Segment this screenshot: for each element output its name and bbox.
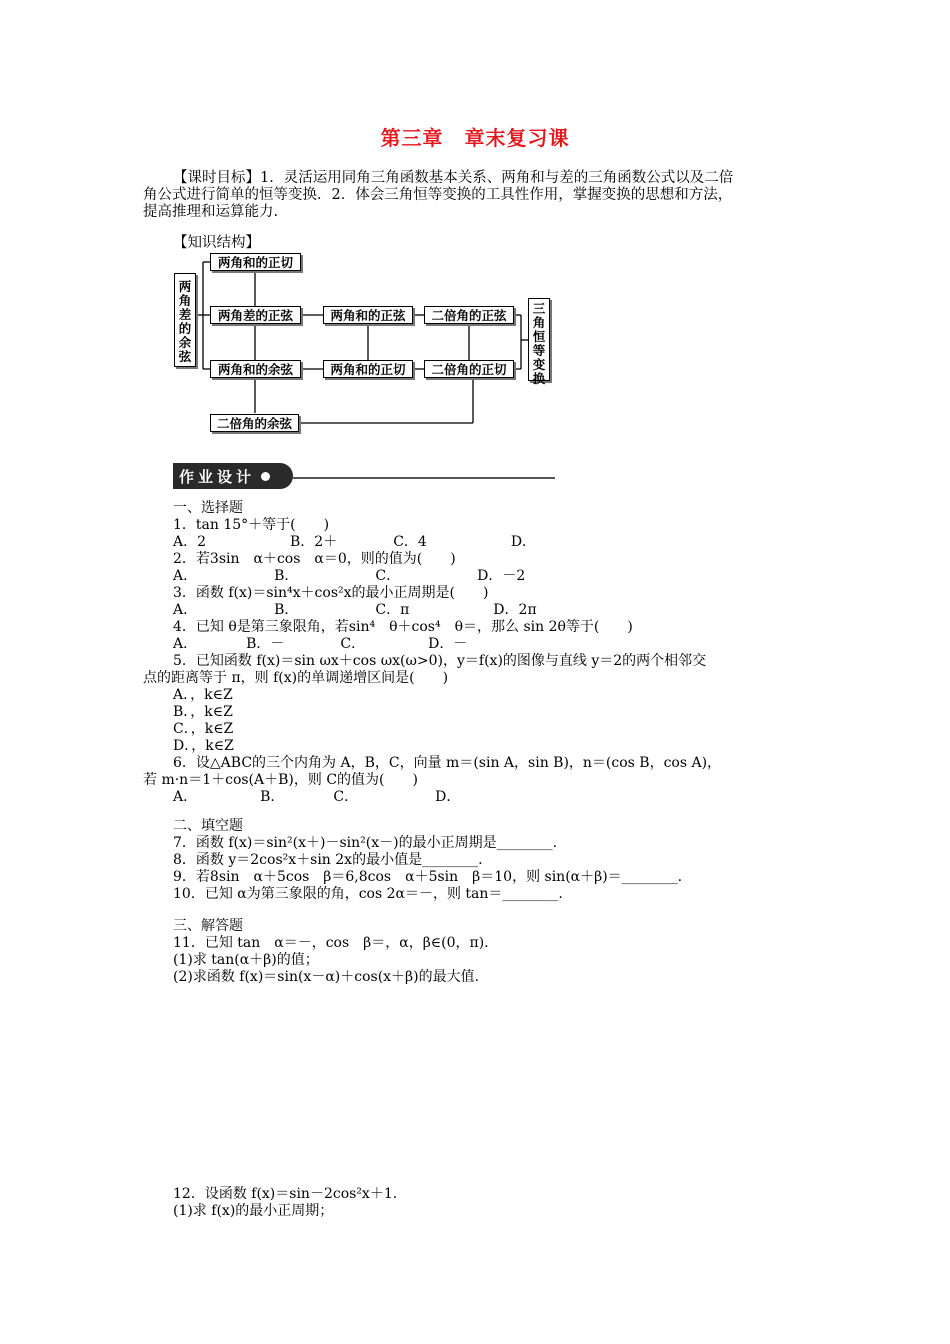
objective-line-1: 【课时目标】1．灵活运用同角三角函数基本关系、两角和与差的三角函数公式以及二倍 [173, 170, 734, 186]
structure-label: 【知识结构】 [173, 235, 260, 251]
question-line: A． B． C．π D．2π [173, 602, 537, 618]
question-line: 7．函数 f(x)＝sin²(x＋)－sin²(x－)的最小正周期是________. [173, 835, 558, 851]
question-line: 3．函数 f(x)＝sin⁴x＋cos²x的最小正周期是( ) [173, 585, 489, 601]
homework-banner [173, 463, 293, 489]
page-title: 第三章 章末复习课 [380, 126, 570, 150]
question-line: 若 m·n＝1＋cos(A＋B)，则 C的值为( ) [143, 772, 418, 788]
question-line: A．，k∈Z [173, 687, 233, 703]
question-line: A． B． C． D． [173, 789, 461, 805]
question-line: 点的距离等于 π，则 f(x)的单调递增区间是( ) [143, 670, 449, 686]
section-solve: 三、解答题 [173, 918, 243, 934]
question-line: (2)求函数 f(x)＝sin(x－α)＋cos(x＋β)的最大值. [173, 969, 480, 985]
question-line: B．，k∈Z [173, 704, 233, 720]
banner-dot-icon [261, 472, 270, 481]
banner-rule [293, 477, 555, 479]
section-fill: 二、填空题 [173, 818, 243, 834]
trig-identity-box: 三 角 恒 等 变 换 [528, 298, 550, 381]
box-sum-tan: 两角和的正切 [210, 253, 301, 271]
question-line: 8．函数 y＝2cos²x＋sin 2x的最小值是________. [173, 852, 483, 868]
question-line: 1．tan 15°＋等于( ) [173, 517, 330, 533]
box-double-cos: 二倍角的余弦 [210, 414, 299, 432]
box-double-tan: 二倍角的正切 [424, 360, 514, 378]
question-line: 6．设△ABC的三个内角为 A，B，C，向量 m＝(sin A，sin B)，n＝(cos B，cos A)， [173, 755, 722, 771]
question-line: (1)求 f(x)的最小正周期； [173, 1203, 334, 1219]
question-line: 11．已知 tan α＝－，cos β＝，α，β∈(0，π)． [173, 935, 499, 951]
objective-label: 【课时目标】 [173, 170, 260, 186]
question-line: A． B．－ C． D．－ [173, 636, 468, 652]
question-line: 2．若3sin α＋cos α＝0，则的值为( ) [173, 551, 456, 567]
section-choice: 一、选择题 [173, 500, 243, 516]
objective-line-3: 提高推理和运算能力. [143, 204, 279, 220]
question-line: (1)求 tan(α＋β)的值； [173, 952, 319, 968]
box-double-sin: 二倍角的正弦 [424, 306, 514, 324]
question-line: 9．若8sin α＋5cos β＝6,8cos α＋5sin β＝10，则 sin(α＋β)＝________. [173, 869, 683, 885]
box-sum-tan-2: 两角和的正切 [323, 360, 413, 378]
question-line: A． B． C． D．－2 [173, 568, 526, 584]
question-line: 4．已知 θ是第三象限角，若sin⁴ θ＋cos⁴ θ＝，那么 sin 2θ等于( ) [173, 619, 633, 635]
question-line: C．，k∈Z [173, 721, 234, 737]
question-line: 10．已知 α为第三象限的角，cos 2α＝－，则 tan＝________. [173, 886, 563, 902]
question-line: 5．已知函数 f(x)＝sin ωx＋cos ωx(ω>0)，y＝f(x)的图像与直线 y＝2的两个相邻交 [173, 653, 707, 669]
box-sum-sin: 两角和的正弦 [323, 306, 413, 324]
box-diff-sin: 两角差的正弦 [210, 306, 301, 324]
question-line: 12．设函数 f(x)＝sin－2cos²x＋1. [173, 1186, 398, 1202]
box-sum-cos: 两角和的余弦 [210, 360, 301, 378]
question-line: D．，k∈Z [173, 738, 234, 754]
banner-label: 作业设计 [179, 467, 256, 486]
objective-line-2: 角公式进行简单的恒等变换．2．体会三角恒等变换的工具性作用，掌握变换的思想和方法， [143, 187, 733, 203]
question-line: A．2 B．2＋ C．4 D． [173, 534, 537, 550]
diff-cos-box: 两 角 差 的 余 弦 [174, 273, 196, 367]
